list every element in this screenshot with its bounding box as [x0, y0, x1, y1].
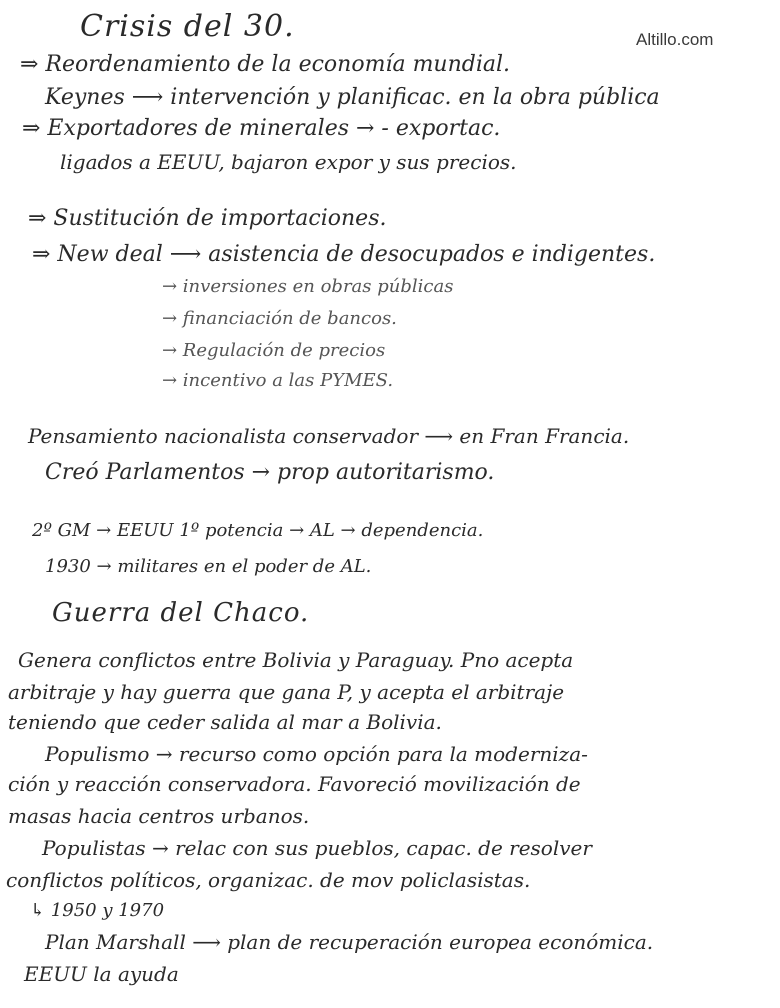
note-line: Creó Parlamentos → prop autoritarismo.	[45, 460, 495, 485]
note-line: → Regulación de precios	[162, 340, 386, 361]
note-line: → inversiones en obras públicas	[162, 276, 454, 297]
note-line: ⇒ Sustitución de importaciones.	[28, 206, 387, 231]
note-line: ⇒ Exportadores de minerales → - exportac.	[22, 116, 501, 141]
section-title-crisis: Crisis del 30.	[80, 9, 295, 44]
note-line: ⇒ New deal ⟶ asistencia de desocupados e indigentes.	[32, 242, 656, 267]
note-line: 2º GM → EEUU 1º potencia → AL → dependencia.	[32, 520, 484, 541]
note-line: Genera conflictos entre Bolivia y Paraguay. Pno acepta	[18, 648, 574, 672]
note-line: Plan Marshall ⟶ plan de recuperación europea económica.	[45, 930, 654, 954]
note-line: conflictos políticos, organizac. de mov policlasistas.	[6, 868, 531, 892]
note-line: Keynes ⟶ intervención y planificac. en la obra pública	[45, 85, 660, 110]
note-line: Populismo → recurso como opción para la moderniza-	[45, 742, 588, 766]
watermark: Altillo.com	[636, 30, 714, 49]
note-line: Populistas → relac con sus pueblos, capac. de resolver	[42, 836, 592, 860]
note-line: → incentivo a las PYMES.	[162, 370, 394, 391]
note-line: teniendo que ceder salida al mar a Bolivia.	[8, 710, 442, 734]
note-line: ↳ 1950 y 1970	[30, 900, 165, 921]
note-line: masas hacia centros urbanos.	[8, 804, 310, 828]
note-line: arbitraje y hay guerra que gana P, y acepta el arbitraje	[8, 680, 565, 704]
note-line: ción y reacción conservadora. Favoreció movilización de	[8, 772, 581, 796]
note-line: ⇒ Reordenamiento de la economía mundial.	[20, 52, 511, 77]
note-line: ligados a EEUU, bajaron expor y sus precios.	[60, 150, 517, 174]
note-line: EEUU la ayuda	[24, 962, 179, 986]
note-line: → financiación de bancos.	[162, 308, 397, 329]
section-title-chaco: Guerra del Chaco.	[52, 598, 310, 628]
note-line: Pensamiento nacionalista conservador ⟶ en Fran Francia.	[28, 424, 630, 448]
note-line: 1930 → militares en el poder de AL.	[45, 556, 372, 577]
